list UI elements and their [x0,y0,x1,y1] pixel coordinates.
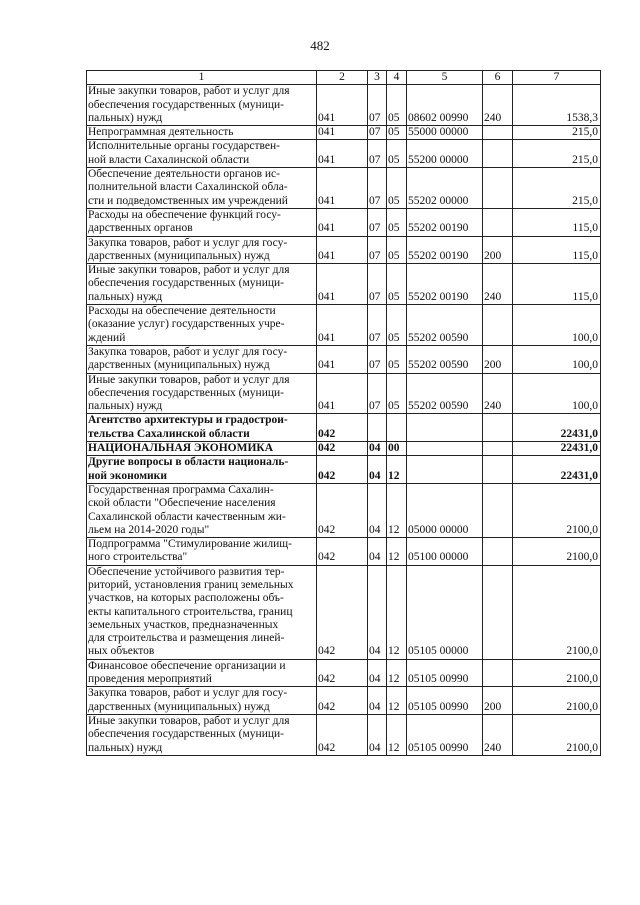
admin-code-cell: 041 [317,305,368,346]
table-row [87,140,601,168]
admin-code-cell: 042 [317,414,368,442]
expense-type-cell [483,659,513,687]
expense-type-cell: 240 [483,373,513,414]
row-name-cell: Иные закупки товаров, работ и услуг для обеспечения государственных (муници- пальных) нужд [87,373,317,414]
section-code-cell: 07 [368,373,387,414]
expense-type-cell: 240 [483,714,513,755]
table-row [87,168,601,209]
subsection-code-cell: 05 [387,168,407,209]
subsection-code-cell: 12 [387,659,407,687]
subsection-code-cell: 05 [387,140,407,168]
admin-code-cell: 042 [317,565,368,659]
table-body [87,85,601,756]
column-header: 4 [387,71,407,85]
subsection-code-cell: 12 [387,483,407,537]
subsection-code-cell: 00 [387,442,407,456]
section-code-cell: 04 [368,659,387,687]
section-code-cell: 04 [368,442,387,456]
expense-type-cell: 200 [483,236,513,264]
table-row [87,659,601,687]
table-row [87,236,601,264]
subsection-code-cell: 12 [387,714,407,755]
admin-code-cell: 041 [317,236,368,264]
amount-cell: 2100,0 [513,565,601,659]
section-code-cell: 04 [368,538,387,566]
target-article-cell: 05000 00000 [407,483,483,537]
amount-cell: 22431,0 [513,456,601,484]
table-row [87,456,601,484]
target-article-cell: 55202 00590 [407,345,483,373]
expense-type-cell [483,305,513,346]
target-article-cell: 05105 00000 [407,565,483,659]
section-code-cell: 07 [368,264,387,305]
table-row [87,345,601,373]
subsection-code-cell: 05 [387,85,407,126]
admin-code-cell: 042 [317,687,368,715]
table-row [87,442,601,456]
column-header: 3 [368,71,387,85]
budget-table [86,70,601,756]
expense-type-cell [483,208,513,236]
column-header: 2 [317,71,368,85]
row-name-cell: НАЦИОНАЛЬНАЯ ЭКОНОМИКА [87,442,317,456]
section-code-cell: 04 [368,456,387,484]
expense-type-cell [483,414,513,442]
row-name-cell: Иные закупки товаров, работ и услуг для обеспечения государственных (муници- пальных) нужд [87,264,317,305]
table-row [87,305,601,346]
table-row [87,126,601,140]
expense-type-cell [483,140,513,168]
row-name-cell: Расходы на обеспечение деятельности (оказание услуг) государственных учре- ждений [87,305,317,346]
expense-type-cell [483,168,513,209]
section-code-cell: 07 [368,140,387,168]
subsection-code-cell: 12 [387,538,407,566]
subsection-code-cell: 05 [387,373,407,414]
amount-cell: 215,0 [513,126,601,140]
table-row [87,264,601,305]
row-name-cell: Закупка товаров, работ и услуг для госу- дарственных (муниципальных) нужд [87,236,317,264]
table-row [87,483,601,537]
subsection-code-cell: 05 [387,126,407,140]
target-article-cell: 05105 00990 [407,714,483,755]
table-row [87,687,601,715]
amount-cell: 2100,0 [513,687,601,715]
amount-cell: 22431,0 [513,442,601,456]
amount-cell: 115,0 [513,264,601,305]
row-name-cell: Закупка товаров, работ и услуг для госу- дарственных (муниципальных) нужд [87,345,317,373]
target-article-cell: 08602 00990 [407,85,483,126]
row-name-cell: Иные закупки товаров, работ и услуг для обеспечения государственных (муници- пальных) нужд [87,714,317,755]
admin-code-cell: 041 [317,345,368,373]
admin-code-cell: 041 [317,208,368,236]
target-article-cell: 05105 00990 [407,659,483,687]
section-code-cell: 07 [368,236,387,264]
section-code-cell: 07 [368,208,387,236]
amount-cell: 100,0 [513,305,601,346]
admin-code-cell: 041 [317,85,368,126]
target-article-cell [407,442,483,456]
section-code-cell: 04 [368,714,387,755]
expense-type-cell [483,565,513,659]
table-row [87,538,601,566]
section-code-cell: 07 [368,126,387,140]
admin-code-cell: 041 [317,168,368,209]
table-row [87,373,601,414]
section-code-cell [368,414,387,442]
table-row [87,208,601,236]
admin-code-cell: 042 [317,538,368,566]
table-row [87,565,601,659]
target-article-cell: 05100 00000 [407,538,483,566]
table-row [87,714,601,755]
section-code-cell: 07 [368,85,387,126]
subsection-code-cell: 12 [387,456,407,484]
admin-code-cell: 042 [317,659,368,687]
target-article-cell: 55202 00190 [407,208,483,236]
expense-type-cell [483,456,513,484]
target-article-cell: 55202 00190 [407,264,483,305]
target-article-cell: 55202 00190 [407,236,483,264]
amount-cell: 115,0 [513,208,601,236]
column-header: 1 [87,71,317,85]
target-article-cell: 55202 00590 [407,373,483,414]
expense-type-cell: 200 [483,687,513,715]
amount-cell: 22431,0 [513,414,601,442]
amount-cell: 2100,0 [513,483,601,537]
header-row [87,71,601,85]
target-article-cell: 55200 00000 [407,140,483,168]
expense-type-cell [483,538,513,566]
expense-type-cell [483,483,513,537]
admin-code-cell: 042 [317,442,368,456]
target-article-cell [407,414,483,442]
admin-code-cell: 042 [317,714,368,755]
admin-code-cell: 041 [317,373,368,414]
row-name-cell: Исполнительные органы государствен- ной власти Сахалинской области [87,140,317,168]
row-name-cell: Закупка товаров, работ и услуг для госу- дарственных (муниципальных) нужд [87,687,317,715]
amount-cell: 2100,0 [513,659,601,687]
row-name-cell: Финансовое обеспечение организации и проведения мероприятий [87,659,317,687]
row-name-cell: Обеспечение деятельности органов ис- полнительной власти Сахалинской обла- сти и подведомственных им учреждений [87,168,317,209]
column-header: 7 [513,71,601,85]
subsection-code-cell: 05 [387,345,407,373]
section-code-cell: 04 [368,565,387,659]
subsection-code-cell [387,414,407,442]
amount-cell: 115,0 [513,236,601,264]
subsection-code-cell: 05 [387,305,407,346]
section-code-cell: 07 [368,168,387,209]
table-row [87,85,601,126]
section-code-cell: 04 [368,687,387,715]
table-header [87,71,601,85]
admin-code-cell: 042 [317,456,368,484]
table-row [87,414,601,442]
target-article-cell: 55000 00000 [407,126,483,140]
subsection-code-cell: 05 [387,208,407,236]
subsection-code-cell: 12 [387,565,407,659]
column-header: 5 [407,71,483,85]
row-name-cell: Подпрограмма "Стимулирование жилищ- ного строительства" [87,538,317,566]
amount-cell: 215,0 [513,168,601,209]
column-header: 6 [483,71,513,85]
row-name-cell: Непрограммная деятельность [87,126,317,140]
expense-type-cell: 240 [483,264,513,305]
amount-cell: 2100,0 [513,538,601,566]
admin-code-cell: 041 [317,126,368,140]
admin-code-cell: 042 [317,483,368,537]
row-name-cell: Иные закупки товаров, работ и услуг для обеспечения государственных (муници- пальных) нужд [87,85,317,126]
section-code-cell: 04 [368,483,387,537]
target-article-cell: 55202 00000 [407,168,483,209]
subsection-code-cell: 12 [387,687,407,715]
row-name-cell: Государственная программа Сахалин- ской области "Обеспечение населения Сахалинской области качественным жи- льем на 2014-2020 годы" [87,483,317,537]
amount-cell: 215,0 [513,140,601,168]
admin-code-cell: 041 [317,140,368,168]
subsection-code-cell: 05 [387,264,407,305]
amount-cell: 1538,3 [513,85,601,126]
section-code-cell: 07 [368,305,387,346]
expense-type-cell: 240 [483,85,513,126]
page-number: 482 [310,38,330,53]
expense-type-cell [483,442,513,456]
subsection-code-cell: 05 [387,236,407,264]
row-name-cell: Обеспечение устойчивого развития тер- риторий, установления границ земельных участков, на которых расположены объ- екты капитального строительства, границ земельных участков, предназначенных для строительства и размещения линей- ных объектов [87,565,317,659]
target-article-cell: 05105 00990 [407,687,483,715]
target-article-cell: 55202 00590 [407,305,483,346]
expense-type-cell [483,126,513,140]
admin-code-cell: 041 [317,264,368,305]
row-name-cell: Расходы на обеспечение функций госу- дарственных органов [87,208,317,236]
row-name-cell: Другие вопросы в области националь- ной экономики [87,456,317,484]
amount-cell: 2100,0 [513,714,601,755]
amount-cell: 100,0 [513,373,601,414]
row-name-cell: Агентство архитектуры и градострои- тельства Сахалинской области [87,414,317,442]
section-code-cell: 07 [368,345,387,373]
target-article-cell [407,456,483,484]
expense-type-cell: 200 [483,345,513,373]
amount-cell: 100,0 [513,345,601,373]
